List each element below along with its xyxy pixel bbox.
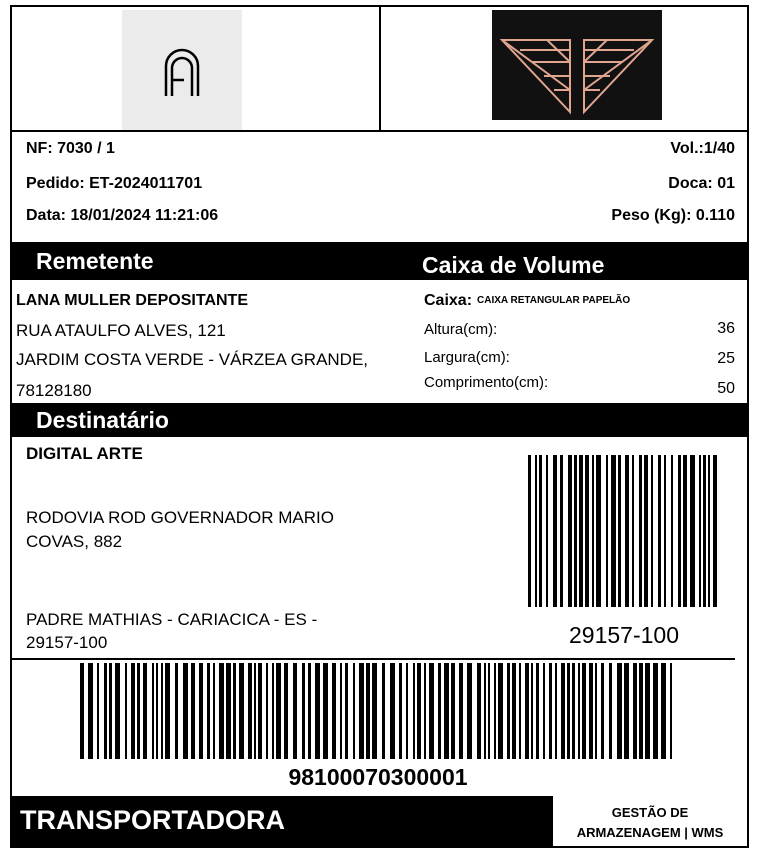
barcode-bar	[109, 663, 112, 759]
barcode-bar	[429, 663, 434, 759]
barcode-bar	[459, 663, 463, 759]
barcode-bar	[560, 455, 563, 607]
height-value: 36	[717, 320, 735, 337]
barcode-bar	[484, 663, 486, 759]
barcode-bar	[553, 455, 557, 607]
barcode-bar	[390, 663, 395, 759]
barcode-bar	[258, 663, 262, 759]
barcode-bar	[345, 663, 348, 759]
barcode-bar	[131, 663, 135, 759]
barcode-bar	[406, 663, 408, 759]
barcode-bar	[713, 455, 717, 607]
barcode-bar	[233, 663, 236, 759]
header-separator	[10, 130, 749, 132]
barcode-bar	[382, 663, 385, 759]
box-title: Caixa de Volume	[422, 252, 605, 278]
box-type-value: CAIXA RETANGULAR PAPELÃO	[477, 295, 631, 306]
barcode-bar	[699, 455, 701, 607]
width-label: Largura(cm):	[424, 349, 510, 366]
barcode-separator	[12, 658, 735, 660]
barcode-bar	[175, 663, 178, 759]
barcode-bar	[645, 663, 650, 759]
sender-name: LANA MULLER DEPOSITANTE	[16, 292, 248, 309]
barcode-bar	[488, 663, 490, 759]
barcode-bar	[199, 663, 203, 759]
weight-value: Peso (Kg): 0.110	[611, 207, 735, 224]
barcode-bar	[525, 663, 529, 759]
barcode-bar	[399, 663, 402, 759]
barcode-bar	[308, 663, 311, 759]
recipient-name: DIGITAL ARTE	[26, 444, 143, 463]
barcode-bar	[549, 663, 552, 759]
recipient-city-line2: 29157-100	[26, 633, 108, 652]
barcode-bar	[578, 663, 580, 759]
barcode-bar	[323, 663, 328, 759]
barcode-bar	[183, 663, 188, 759]
barcode-bar	[161, 663, 163, 759]
barcode-bar	[226, 663, 231, 759]
recipient-title: Destinatário	[36, 407, 169, 433]
barcode-bar	[639, 663, 643, 759]
barcode-bar	[708, 455, 710, 607]
barcode-bar	[366, 663, 370, 759]
barcode-bar	[611, 455, 616, 607]
barcode-bar	[254, 663, 256, 759]
dock-number: Doca: 01	[668, 175, 735, 192]
cep-barcode	[528, 455, 720, 607]
order-number: Pedido: ET-2024011701	[26, 175, 203, 192]
barcode-bar	[137, 663, 140, 759]
barcode-bar	[272, 663, 274, 759]
date-time: Data: 18/01/2024 11:21:06	[26, 207, 219, 224]
arch-logo-icon	[122, 10, 242, 130]
barcode-bar	[494, 663, 496, 759]
barcode-bar	[104, 663, 107, 759]
barcode-bar	[661, 663, 666, 759]
barcode-bar	[353, 663, 355, 759]
sender-street: RUA ATAULFO ALVES, 121	[16, 321, 226, 340]
barcode-bar	[467, 663, 472, 759]
barcode-bar	[276, 663, 281, 759]
barcode-bar	[535, 455, 537, 607]
barcode-bar	[703, 455, 706, 607]
carrier-name: TRANSPORTADORA	[20, 805, 285, 835]
width-value: 25	[717, 350, 735, 367]
barcode-bar	[555, 663, 557, 759]
barcode-bar	[601, 663, 604, 759]
barcode-bar	[539, 455, 542, 607]
barcode-bar	[592, 455, 594, 607]
barcode-bar	[451, 663, 455, 759]
company-logo-right	[492, 10, 662, 120]
barcode-bar	[143, 663, 147, 759]
recipient-address-line2: COVAS, 882	[26, 532, 123, 551]
nf-number: NF: 7030 / 1	[26, 140, 115, 157]
barcode-bar	[156, 663, 158, 759]
sender-cep: 78128180	[16, 381, 92, 400]
barcode-bar	[678, 455, 681, 607]
barcode-bar	[546, 455, 548, 607]
barcode-bar	[606, 455, 608, 607]
barcode-bar	[293, 663, 297, 759]
length-value: 50	[717, 380, 735, 397]
geometric-wing-logo-icon	[492, 10, 662, 120]
barcode-bar	[639, 455, 642, 607]
barcode-bar	[417, 663, 421, 759]
company-logo-left	[122, 10, 242, 130]
barcode-bar	[372, 663, 377, 759]
barcode-bar	[670, 663, 672, 759]
sender-title: Remetente	[36, 248, 154, 274]
barcode-bar	[125, 663, 127, 759]
barcode-bar	[690, 455, 695, 607]
barcode-bar	[498, 663, 503, 759]
barcode-bar	[80, 663, 84, 759]
barcode-bar	[574, 455, 577, 607]
barcode-bar	[579, 455, 583, 607]
barcode-bar	[332, 663, 336, 759]
barcode-bar	[671, 455, 673, 607]
volume-count: Vol.:1/40	[670, 140, 735, 157]
barcode-bar	[213, 663, 215, 759]
barcode-bar	[340, 663, 342, 759]
barcode-bar	[88, 663, 93, 759]
barcode-bar	[531, 663, 533, 759]
barcode-bar	[97, 663, 99, 759]
barcode-bar	[239, 663, 244, 759]
barcode-bar	[632, 455, 634, 607]
sender-district: JARDIM COSTA VERDE - VÁRZEA GRANDE,	[16, 350, 369, 369]
barcode-bar	[219, 663, 224, 759]
barcode-bar	[438, 663, 441, 759]
barcode-bar	[543, 663, 545, 759]
barcode-bar	[683, 455, 687, 607]
barcode-bar	[528, 455, 531, 607]
barcode-bar	[424, 663, 426, 759]
barcode-bar	[589, 663, 593, 759]
barcode-bar	[359, 663, 364, 759]
barcode-bar	[413, 663, 415, 759]
wms-badge-line2: ARMAZENAGEM | WMS	[576, 825, 724, 840]
barcode-bar	[512, 663, 516, 759]
height-label: Altura(cm):	[424, 321, 498, 338]
barcode-bar	[561, 663, 565, 759]
cep-barcode-text: 29157-100	[569, 622, 679, 648]
barcode-bar	[536, 663, 539, 759]
barcode-bar	[572, 663, 575, 759]
wms-badge-line1: GESTÃO DE	[611, 805, 689, 820]
barcode-bar	[609, 663, 612, 759]
barcode-bar	[302, 663, 305, 759]
barcode-bar	[567, 663, 570, 759]
main-barcode	[80, 663, 676, 759]
recipient-address-line1: RODOVIA ROD GOVERNADOR MARIO	[26, 508, 334, 527]
barcode-bar	[284, 663, 288, 759]
barcode-bar	[519, 663, 521, 759]
barcode-bar	[624, 663, 629, 759]
barcode-bar	[595, 663, 597, 759]
barcode-bar	[618, 455, 621, 607]
barcode-bar	[596, 455, 601, 607]
barcode-bar	[266, 663, 268, 759]
barcode-bar	[658, 455, 661, 607]
box-type-label: Caixa:	[424, 292, 473, 309]
length-label: Comprimento(cm):	[424, 374, 549, 391]
barcode-bar	[207, 663, 210, 759]
barcode-bar	[633, 663, 637, 759]
barcode-bar	[191, 663, 195, 759]
barcode-bar	[165, 663, 170, 759]
barcode-bar	[444, 663, 449, 759]
barcode-bar	[653, 663, 658, 759]
barcode-bar	[585, 455, 589, 607]
recipient-city-line1: PADRE MATHIAS - CARIACICA - ES -	[26, 610, 318, 629]
barcode-bar	[315, 663, 320, 759]
barcode-bar	[664, 455, 666, 607]
barcode-bar	[625, 455, 629, 607]
barcode-bar	[477, 663, 481, 759]
barcode-bar	[617, 663, 622, 759]
barcode-bar	[582, 663, 586, 759]
barcode-bar	[115, 663, 120, 759]
barcode-bar	[568, 455, 572, 607]
header-divider	[379, 5, 381, 131]
barcode-bar	[152, 663, 154, 759]
barcode-bar	[651, 455, 653, 607]
main-barcode-text: 98100070300001	[288, 764, 468, 790]
barcode-bar	[507, 663, 510, 759]
barcode-bar	[644, 455, 648, 607]
barcode-bar	[248, 663, 252, 759]
